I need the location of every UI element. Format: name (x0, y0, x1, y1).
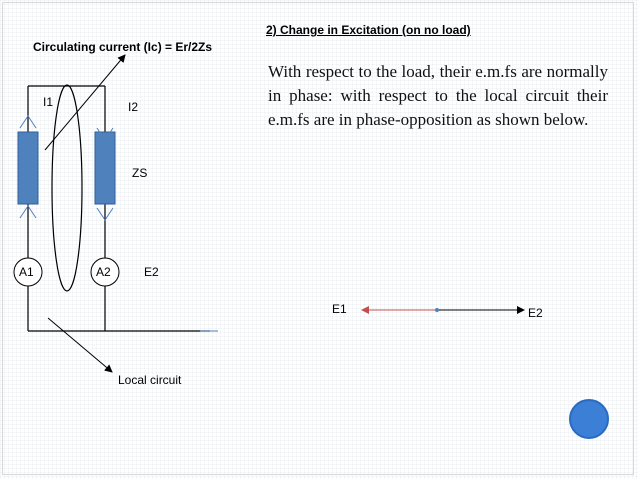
circulating-current-label: Circulating current (Ic) = Er/2Zs (33, 40, 213, 54)
label-local-circuit: Local circuit (118, 373, 182, 387)
local-circuit-pointer (48, 318, 112, 372)
body-paragraph: With respect to the load, their e.m.fs are normally in phase: with respect to the local circuit their e.m.fs are in phase-opposition as shown below. (268, 62, 608, 129)
label-a2: A2 (96, 265, 111, 279)
slide-corner-circle (569, 399, 609, 439)
label-a1: A1 (19, 265, 34, 279)
coil-left (18, 132, 38, 204)
phasor-label-e2: E2 (528, 306, 543, 320)
label-zs: ZS (132, 166, 148, 180)
coil-right (95, 132, 115, 204)
local-circuit-loop (52, 85, 82, 291)
label-e2: E2 (144, 265, 159, 279)
section-title: 2) Change in Excitation (on no load) (266, 23, 471, 37)
label-i2: I2 (128, 100, 139, 114)
phasor-origin-dot (435, 308, 439, 312)
phasor-label-e1: E1 (332, 302, 347, 316)
label-i1: I1 (43, 95, 54, 109)
